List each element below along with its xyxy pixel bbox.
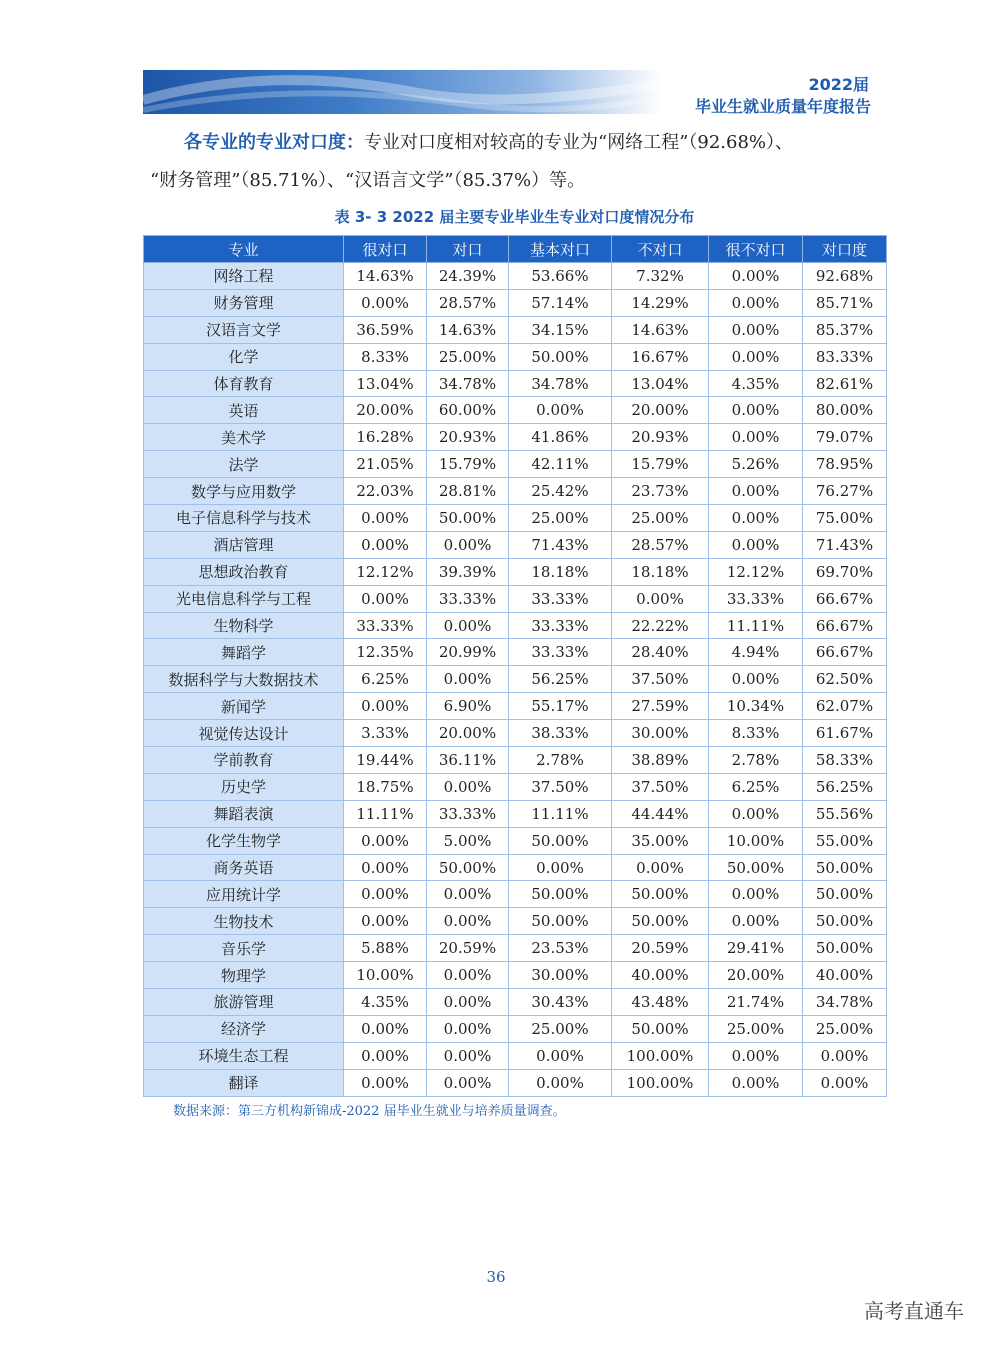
intro-line-1 — [150, 124, 870, 162]
value-cell: 71.43% — [509, 531, 612, 558]
value-cell: 92.68% — [803, 263, 887, 290]
value-cell: 0.00% — [709, 397, 803, 424]
table-row — [144, 343, 887, 370]
value-cell: 83.33% — [803, 343, 887, 370]
table-row — [144, 773, 887, 800]
value-cell: 4.94% — [709, 639, 803, 666]
value-cell: 25.00% — [709, 1015, 803, 1042]
value-cell: 61.67% — [803, 720, 887, 747]
value-cell: 28.57% — [612, 531, 709, 558]
value-cell: 50.00% — [803, 908, 887, 935]
value-cell: 35.00% — [612, 827, 709, 854]
value-cell: 0.00% — [427, 773, 509, 800]
value-cell: 20.59% — [427, 935, 509, 962]
value-cell: 50.00% — [709, 854, 803, 881]
value-cell: 4.35% — [344, 989, 427, 1016]
value-cell: 24.39% — [427, 263, 509, 290]
value-cell: 56.25% — [509, 666, 612, 693]
value-cell: 0.00% — [612, 585, 709, 612]
intro-line-2: “财务管理”（85.71%）、“汉语言文学”（85.37%）等。 — [150, 170, 586, 191]
value-cell: 10.00% — [709, 827, 803, 854]
major-name-cell: 学前教育 — [144, 747, 344, 774]
value-cell: 50.00% — [509, 908, 612, 935]
value-cell: 33.33% — [344, 612, 427, 639]
value-cell: 22.22% — [612, 612, 709, 639]
value-cell: 50.00% — [803, 881, 887, 908]
value-cell: 58.33% — [803, 747, 887, 774]
value-cell: 20.00% — [709, 962, 803, 989]
value-cell: 2.78% — [509, 747, 612, 774]
value-cell: 50.00% — [427, 505, 509, 532]
value-cell: 0.00% — [709, 881, 803, 908]
value-cell: 25.00% — [803, 1015, 887, 1042]
table-row — [144, 1015, 887, 1042]
table-header-row — [144, 236, 887, 263]
value-cell: 0.00% — [344, 827, 427, 854]
value-cell: 55.00% — [803, 827, 887, 854]
value-cell: 18.18% — [612, 558, 709, 585]
value-cell: 8.33% — [344, 343, 427, 370]
major-name-cell: 光电信息科学与工程 — [144, 585, 344, 612]
table-row — [144, 505, 887, 532]
value-cell: 20.00% — [344, 397, 427, 424]
value-cell: 20.93% — [612, 424, 709, 451]
table-row — [144, 935, 887, 962]
value-cell: 14.63% — [344, 263, 427, 290]
value-cell: 57.14% — [509, 289, 612, 316]
value-cell: 62.50% — [803, 666, 887, 693]
major-name-cell: 生物技术 — [144, 908, 344, 935]
value-cell: 33.33% — [709, 585, 803, 612]
col-header-mismatch: 不对口 — [612, 236, 709, 263]
header-banner — [143, 70, 663, 114]
value-cell: 36.59% — [344, 316, 427, 343]
value-cell: 6.25% — [709, 773, 803, 800]
major-name-cell: 生物科学 — [144, 612, 344, 639]
table-row — [144, 720, 887, 747]
value-cell: 10.00% — [344, 962, 427, 989]
value-cell: 20.99% — [427, 639, 509, 666]
value-cell: 0.00% — [803, 1042, 887, 1069]
value-cell: 43.48% — [612, 989, 709, 1016]
value-cell: 11.11% — [344, 800, 427, 827]
value-cell: 13.04% — [344, 370, 427, 397]
value-cell: 0.00% — [709, 531, 803, 558]
table-row — [144, 585, 887, 612]
major-name-cell: 美术学 — [144, 424, 344, 451]
value-cell: 18.75% — [344, 773, 427, 800]
value-cell: 28.57% — [427, 289, 509, 316]
value-cell: 69.70% — [803, 558, 887, 585]
value-cell: 2.78% — [709, 747, 803, 774]
table-row — [144, 1042, 887, 1069]
value-cell: 50.00% — [612, 908, 709, 935]
value-cell: 38.33% — [509, 720, 612, 747]
value-cell: 37.50% — [612, 773, 709, 800]
value-cell: 33.33% — [509, 639, 612, 666]
table-row — [144, 639, 887, 666]
table-row — [144, 451, 887, 478]
value-cell: 0.00% — [803, 1069, 887, 1096]
value-cell: 0.00% — [344, 908, 427, 935]
table-row — [144, 612, 887, 639]
value-cell: 50.00% — [509, 827, 612, 854]
value-cell: 0.00% — [344, 505, 427, 532]
value-cell: 78.95% — [803, 451, 887, 478]
value-cell: 50.00% — [427, 854, 509, 881]
table-row — [144, 747, 887, 774]
value-cell: 0.00% — [709, 289, 803, 316]
table-row — [144, 558, 887, 585]
value-cell: 41.86% — [509, 424, 612, 451]
value-cell: 0.00% — [427, 1015, 509, 1042]
value-cell: 82.61% — [803, 370, 887, 397]
value-cell: 0.00% — [344, 1069, 427, 1096]
value-cell: 12.35% — [344, 639, 427, 666]
value-cell: 66.67% — [803, 639, 887, 666]
value-cell: 29.41% — [709, 935, 803, 962]
value-cell: 0.00% — [344, 854, 427, 881]
value-cell: 0.00% — [709, 505, 803, 532]
value-cell: 36.11% — [427, 747, 509, 774]
value-cell: 5.88% — [344, 935, 427, 962]
major-name-cell: 环境生态工程 — [144, 1042, 344, 1069]
value-cell: 44.44% — [612, 800, 709, 827]
value-cell: 16.28% — [344, 424, 427, 451]
value-cell: 0.00% — [709, 263, 803, 290]
value-cell: 0.00% — [344, 289, 427, 316]
value-cell: 20.93% — [427, 424, 509, 451]
value-cell: 0.00% — [344, 1015, 427, 1042]
major-name-cell: 历史学 — [144, 773, 344, 800]
value-cell: 39.39% — [427, 558, 509, 585]
col-header-match-rate: 对口度 — [803, 236, 887, 263]
table-row — [144, 962, 887, 989]
value-cell: 66.67% — [803, 612, 887, 639]
value-cell: 20.00% — [427, 720, 509, 747]
value-cell: 50.00% — [803, 854, 887, 881]
major-name-cell: 英语 — [144, 397, 344, 424]
major-name-cell: 化学 — [144, 343, 344, 370]
value-cell: 80.00% — [803, 397, 887, 424]
value-cell: 50.00% — [612, 881, 709, 908]
page-number: 36 — [486, 1268, 506, 1286]
major-name-cell: 数据科学与大数据技术 — [144, 666, 344, 693]
major-name-cell: 舞蹈学 — [144, 639, 344, 666]
value-cell: 23.53% — [509, 935, 612, 962]
value-cell: 0.00% — [509, 1042, 612, 1069]
value-cell: 50.00% — [509, 343, 612, 370]
major-name-cell: 酒店管理 — [144, 531, 344, 558]
intro-text-1: 专业对口度相对较高的专业为“网络工程”（92.68%）、 — [364, 132, 794, 153]
major-name-cell: 数学与应用数学 — [144, 478, 344, 505]
watermark: 高考直通车 — [864, 1299, 964, 1323]
value-cell: 75.00% — [803, 505, 887, 532]
value-cell: 0.00% — [427, 1069, 509, 1096]
value-cell: 100.00% — [612, 1042, 709, 1069]
value-cell: 28.81% — [427, 478, 509, 505]
table-row — [144, 908, 887, 935]
table-row — [144, 800, 887, 827]
value-cell: 0.00% — [427, 612, 509, 639]
major-name-cell: 体育教育 — [144, 370, 344, 397]
value-cell: 3.33% — [344, 720, 427, 747]
value-cell: 25.00% — [509, 505, 612, 532]
value-cell: 56.25% — [803, 773, 887, 800]
major-name-cell: 视觉传达设计 — [144, 720, 344, 747]
value-cell: 4.35% — [709, 370, 803, 397]
value-cell: 11.11% — [509, 800, 612, 827]
value-cell: 62.07% — [803, 693, 887, 720]
value-cell: 18.18% — [509, 558, 612, 585]
value-cell: 66.67% — [803, 585, 887, 612]
table-body — [144, 263, 887, 1097]
value-cell: 0.00% — [612, 854, 709, 881]
header-title: 毕业生就业质量年度报告 — [694, 97, 871, 116]
value-cell: 0.00% — [427, 531, 509, 558]
major-name-cell: 化学生物学 — [144, 827, 344, 854]
wave-decoration — [143, 70, 663, 114]
value-cell: 19.44% — [344, 747, 427, 774]
major-match-table — [143, 235, 887, 1097]
value-cell: 0.00% — [709, 800, 803, 827]
value-cell: 28.40% — [612, 639, 709, 666]
value-cell: 85.71% — [803, 289, 887, 316]
value-cell: 38.89% — [612, 747, 709, 774]
value-cell: 85.37% — [803, 316, 887, 343]
value-cell: 33.33% — [427, 585, 509, 612]
value-cell: 53.66% — [509, 263, 612, 290]
major-name-cell: 电子信息科学与技术 — [144, 505, 344, 532]
data-source-note: 数据来源：第三方机构新锦成-2022 届毕业生就业与培养质量调查。 — [173, 1104, 566, 1119]
value-cell: 6.90% — [427, 693, 509, 720]
major-name-cell: 法学 — [144, 451, 344, 478]
value-cell: 25.00% — [509, 1015, 612, 1042]
value-cell: 20.59% — [612, 935, 709, 962]
value-cell: 0.00% — [509, 854, 612, 881]
value-cell: 40.00% — [612, 962, 709, 989]
value-cell: 15.79% — [612, 451, 709, 478]
value-cell: 14.63% — [427, 316, 509, 343]
value-cell: 0.00% — [344, 693, 427, 720]
value-cell: 0.00% — [427, 962, 509, 989]
value-cell: 34.78% — [803, 989, 887, 1016]
table-row — [144, 854, 887, 881]
table-row — [144, 289, 887, 316]
value-cell: 0.00% — [427, 666, 509, 693]
table-row — [144, 316, 887, 343]
value-cell: 13.04% — [612, 370, 709, 397]
value-cell: 37.50% — [612, 666, 709, 693]
table-row — [144, 424, 887, 451]
value-cell: 0.00% — [344, 881, 427, 908]
value-cell: 20.00% — [612, 397, 709, 424]
value-cell: 0.00% — [427, 908, 509, 935]
value-cell: 25.42% — [509, 478, 612, 505]
table-row — [144, 531, 887, 558]
value-cell: 27.59% — [612, 693, 709, 720]
value-cell: 30.43% — [509, 989, 612, 1016]
value-cell: 0.00% — [344, 531, 427, 558]
table-row — [144, 693, 887, 720]
value-cell: 0.00% — [709, 1069, 803, 1096]
major-name-cell: 音乐学 — [144, 935, 344, 962]
major-name-cell: 翻译 — [144, 1069, 344, 1096]
major-name-cell: 商务英语 — [144, 854, 344, 881]
value-cell: 15.79% — [427, 451, 509, 478]
major-name-cell: 旅游管理 — [144, 989, 344, 1016]
value-cell: 0.00% — [709, 1042, 803, 1069]
value-cell: 50.00% — [803, 935, 887, 962]
value-cell: 14.29% — [612, 289, 709, 316]
value-cell: 30.00% — [612, 720, 709, 747]
value-cell: 55.56% — [803, 800, 887, 827]
value-cell: 71.43% — [803, 531, 887, 558]
table-row — [144, 1069, 887, 1096]
value-cell: 0.00% — [709, 316, 803, 343]
value-cell: 33.33% — [427, 800, 509, 827]
col-header-match: 对口 — [427, 236, 509, 263]
table-row — [144, 263, 887, 290]
value-cell: 79.07% — [803, 424, 887, 451]
value-cell: 60.00% — [427, 397, 509, 424]
value-cell: 12.12% — [344, 558, 427, 585]
value-cell: 23.73% — [612, 478, 709, 505]
value-cell: 7.32% — [612, 263, 709, 290]
value-cell: 25.00% — [427, 343, 509, 370]
value-cell: 0.00% — [709, 478, 803, 505]
value-cell: 21.05% — [344, 451, 427, 478]
intro-paragraph — [150, 124, 870, 200]
value-cell: 10.34% — [709, 693, 803, 720]
value-cell: 0.00% — [709, 424, 803, 451]
table-row — [144, 397, 887, 424]
value-cell: 0.00% — [709, 908, 803, 935]
table-row — [144, 989, 887, 1016]
value-cell: 5.00% — [427, 827, 509, 854]
header-year: 2022届 — [808, 75, 869, 94]
major-name-cell: 网络工程 — [144, 263, 344, 290]
value-cell: 0.00% — [344, 585, 427, 612]
value-cell: 22.03% — [344, 478, 427, 505]
value-cell: 5.26% — [709, 451, 803, 478]
major-name-cell: 新闻学 — [144, 693, 344, 720]
major-name-cell: 思想政治教育 — [144, 558, 344, 585]
major-name-cell: 经济学 — [144, 1015, 344, 1042]
value-cell: 14.63% — [612, 316, 709, 343]
value-cell: 42.11% — [509, 451, 612, 478]
value-cell: 0.00% — [427, 989, 509, 1016]
value-cell: 0.00% — [427, 1042, 509, 1069]
value-cell: 0.00% — [427, 881, 509, 908]
table-row — [144, 666, 887, 693]
value-cell: 50.00% — [612, 1015, 709, 1042]
value-cell: 25.00% — [612, 505, 709, 532]
value-cell: 50.00% — [509, 881, 612, 908]
value-cell: 0.00% — [509, 1069, 612, 1096]
value-cell: 12.12% — [709, 558, 803, 585]
value-cell: 34.78% — [509, 370, 612, 397]
col-header-very-match: 很对口 — [344, 236, 427, 263]
col-header-major: 专业 — [144, 236, 344, 263]
major-name-cell: 物理学 — [144, 962, 344, 989]
table-row — [144, 827, 887, 854]
table-row — [144, 370, 887, 397]
value-cell: 37.50% — [509, 773, 612, 800]
value-cell: 76.27% — [803, 478, 887, 505]
table-row — [144, 478, 887, 505]
value-cell: 30.00% — [509, 962, 612, 989]
value-cell: 0.00% — [509, 397, 612, 424]
col-header-basic-match: 基本对口 — [509, 236, 612, 263]
value-cell: 40.00% — [803, 962, 887, 989]
table-caption: 表 3- 3 2022 届主要专业毕业生专业对口度情况分布 — [334, 208, 695, 226]
value-cell: 6.25% — [344, 666, 427, 693]
value-cell: 100.00% — [612, 1069, 709, 1096]
value-cell: 33.33% — [509, 612, 612, 639]
major-name-cell: 舞蹈表演 — [144, 800, 344, 827]
value-cell: 55.17% — [509, 693, 612, 720]
value-cell: 34.15% — [509, 316, 612, 343]
value-cell: 16.67% — [612, 343, 709, 370]
value-cell: 21.74% — [709, 989, 803, 1016]
value-cell: 8.33% — [709, 720, 803, 747]
value-cell: 0.00% — [709, 666, 803, 693]
intro-lead: 各专业的专业对口度： — [184, 132, 364, 153]
major-name-cell: 汉语言文学 — [144, 316, 344, 343]
value-cell: 34.78% — [427, 370, 509, 397]
value-cell: 11.11% — [709, 612, 803, 639]
value-cell: 0.00% — [344, 1042, 427, 1069]
major-name-cell: 应用统计学 — [144, 881, 344, 908]
table-row — [144, 881, 887, 908]
value-cell: 0.00% — [709, 343, 803, 370]
col-header-very-mismatch: 很不对口 — [709, 236, 803, 263]
value-cell: 33.33% — [509, 585, 612, 612]
major-name-cell: 财务管理 — [144, 289, 344, 316]
